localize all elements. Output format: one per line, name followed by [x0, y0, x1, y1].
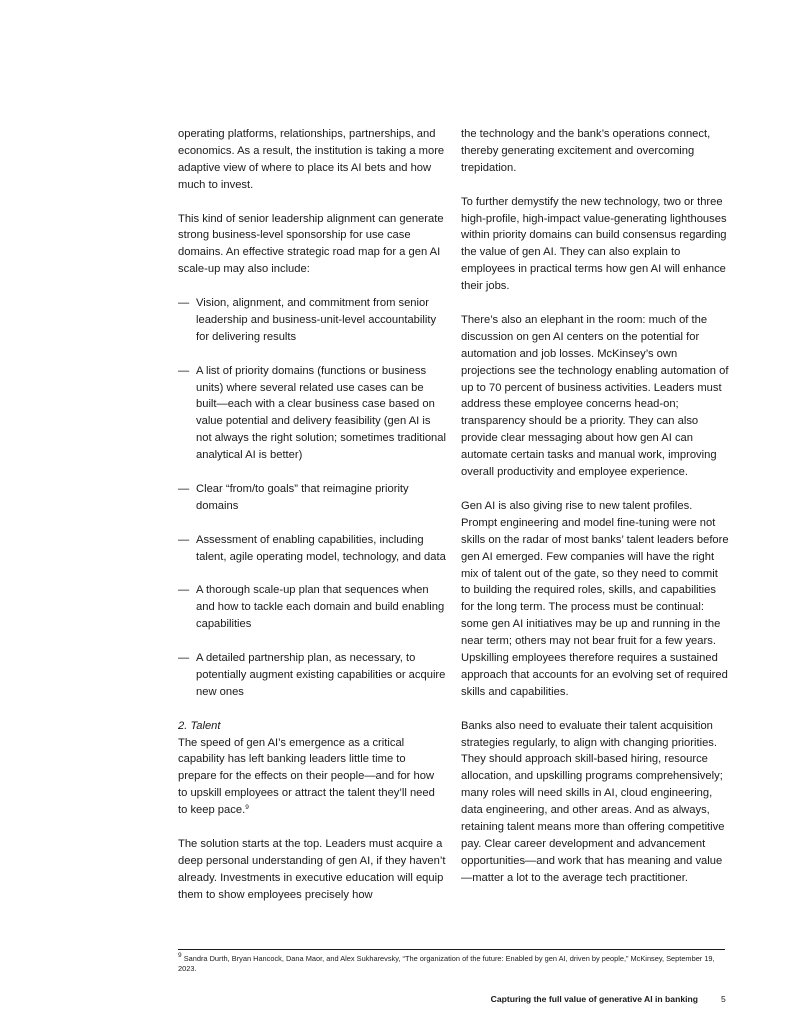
footnote-text: Sandra Durth, Bryan Hancock, Dana Maor, and Alex Sukharevsky, “The organization of the future: Enabled by gen AI, driven by people,” McKinsey, September 19, 2023. [178, 954, 715, 974]
list-item-text: A detailed partnership plan, as necessary, to potentially augment existing capabilities or acquire new ones [196, 651, 446, 698]
talent-paragraph-text: The speed of gen AI’s emergence as a critical capability has left banking leaders little time to prepare for the effects on their people—and for how to upskill employees or attract the talent they’ll need to keep pace. [178, 736, 435, 817]
alignment-paragraph: This kind of senior leadership alignment can generate strong business-level sponsorship for use case domains. An effective strategic road map for a gen AI scale-up may also include: [178, 212, 444, 276]
list-item-text: Vision, alignment, and commitment from senior leadership and business-unit-level accountability for delivering results [196, 297, 437, 343]
dash-marker: — [178, 364, 190, 377]
body-paragraph: To further demystify the new technology, two or three high-profile, high-impact value-generating lighthouses within priority domains can build consensus regarding the value of gen AI. They can also explain to employees in practical terms how gen AI will enhance their jobs. [461, 195, 727, 293]
footnote-divider [178, 949, 725, 950]
body-paragraph: the technology and the bank’s operations connect, thereby generating excitement and overcoming trepidation. [461, 128, 711, 174]
dash-marker: — [178, 651, 190, 664]
list-item [178, 650, 446, 701]
dash-marker: — [178, 584, 190, 597]
left-column [178, 126, 446, 920]
list-item-text: A list of priority domains (functions or business units) where several related use cases can be built—each with a clear business case based on value potential and delivery feasibility (gen AI is not always the right solution; sometimes traditional analytical AI is better) [196, 364, 446, 462]
list-item [178, 295, 446, 346]
section-heading-talent: 2. Talent [178, 719, 221, 732]
list-item [178, 582, 446, 633]
list-item-text: A thorough scale-up plan that sequences when and how to tackle each domain and build enabling capabilities [196, 584, 445, 631]
dash-marker: — [178, 533, 190, 546]
page-number: 5 [721, 994, 726, 1004]
list-item [178, 532, 446, 566]
dash-marker: — [178, 297, 190, 310]
footnote-reference[interactable]: 9 [245, 804, 249, 812]
footnote [178, 954, 725, 975]
talent-paragraph [178, 735, 446, 820]
footnote-number: 9 [178, 952, 182, 959]
footer-title: Capturing the full value of generative AI in banking [490, 994, 698, 1004]
body-paragraph: Gen AI is also giving rise to new talent profiles. Prompt engineering and model fine-tuning were not skills on the radar of most banks’ talent leaders before gen AI emerged. Few companies will have the right mix of talent out of the gate, so they need to commit to building the required roles, skills, and capabilities for the long term. The process must be continual: some gen AI initiatives may be up and running in the near term; others may not bear fruit for a few years. Upskilling employees therefore requires a sustained approach that accounts for an evolving set of required skills and capabilities. [461, 499, 729, 698]
body-paragraph: There’s also an elephant in the room: much of the discussion on gen AI centers on the potential for automation and job losses. McKinsey’s own projections see the technology enabling automation of up to 70 percent of business activities. Leaders must address these employee concerns head-on; transparency should be a priority. They can also provide clear messaging about how gen AI can automate certain tasks and manual work, improving overall productivity and employee experience. [461, 313, 729, 479]
list-item-text: Assessment of enabling capabilities, including talent, agile operating model, technology, and data [196, 533, 446, 563]
list-item [178, 481, 446, 515]
intro-continued-paragraph: operating platforms, relationships, partnerships, and economics. As a result, the institution is taking a more adaptive view of where to place its AI bets and how much to invest. [178, 128, 445, 191]
body-paragraph: Banks also need to evaluate their talent acquisition strategies regularly, to align with changing priorities. They should approach skill-based hiring, resource allocation, and upskilling programs comprehensively; many roles will need skills in AI, cloud engineering, data engineering, and other areas. And as always, retaining talent means more than offering competitive pay. Clear career development and advancement opportunities—and work that has meaning and value—matter a lot to the average tech practitioner. [461, 719, 725, 884]
list-item-text: Clear “from/to goals” that reimagine priority domains [196, 482, 409, 512]
dash-marker: — [178, 482, 190, 495]
solution-paragraph: The solution starts at the top. Leaders must acquire a deep personal understanding of gen AI, if they haven’t already. Investments in executive education will equip them to show employees precisely how [178, 837, 446, 901]
list-item [178, 363, 446, 464]
right-column [461, 126, 729, 904]
